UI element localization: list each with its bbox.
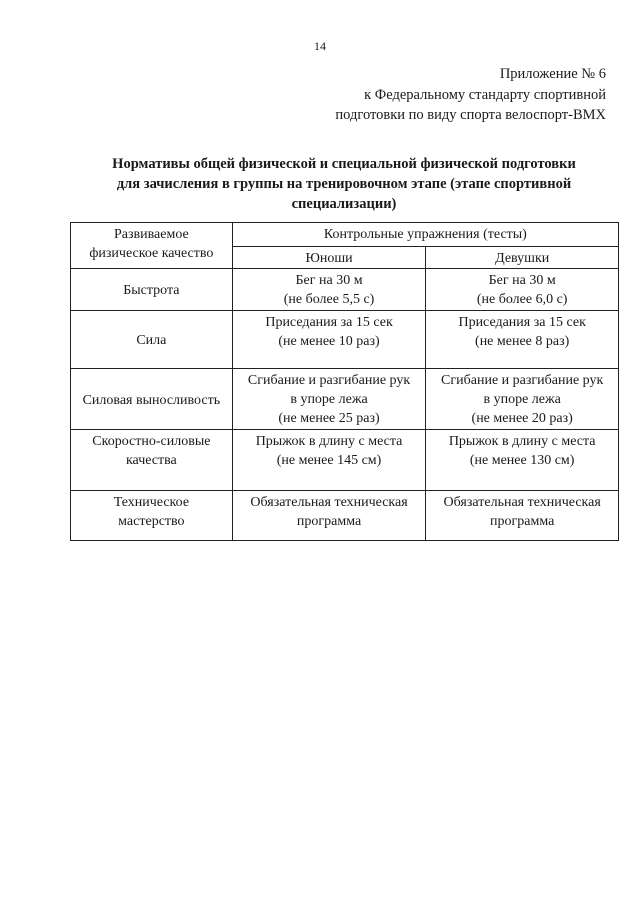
- appendix-sport: подготовки по виду спорта велоспорт-ВМХ: [335, 107, 606, 123]
- row-boys: Приседания за 15 сек (не менее 10 раз): [232, 311, 426, 369]
- document-title: Нормативы общей физической и специальной физической подготовки для зачисления в группы на тренировочном этапе (этапе спортивной специализации): [112, 156, 576, 212]
- row-girls: Обязательная техническая программа: [426, 491, 619, 541]
- row-girls: Приседания за 15 сек (не менее 8 раз): [426, 311, 619, 369]
- row-girls: Бег на 30 м (не более 6,0 с): [426, 269, 619, 311]
- table-row: [71, 369, 619, 430]
- row-boys: Прыжок в длину с места (не менее 145 см): [232, 430, 426, 491]
- table-row: [71, 311, 619, 369]
- header-quality: Развиваемое физическое качество: [71, 223, 233, 269]
- row-girls: Сгибание и разгибание рук в упоре лежа (не менее 20 раз): [426, 369, 619, 430]
- table-row: [71, 491, 619, 541]
- page-number: 14: [314, 39, 326, 53]
- row-boys: Бег на 30 м (не более 5,5 с): [232, 269, 426, 311]
- table-row: [71, 269, 619, 311]
- header-girls: Девушки: [426, 247, 619, 269]
- row-boys: Сгибание и разгибание рук в упоре лежа (не менее 25 раз): [232, 369, 426, 430]
- row-quality: Сила: [71, 311, 233, 369]
- row-girls: Прыжок в длину с места (не менее 130 см): [426, 430, 619, 491]
- header-boys: Юноши: [232, 247, 426, 269]
- norms-table: [70, 222, 619, 541]
- row-quality: Быстрота: [71, 269, 233, 311]
- appendix-header: [335, 64, 606, 126]
- table-header-row: [71, 223, 619, 247]
- table-row: [71, 430, 619, 491]
- row-quality: Силовая выносливость: [71, 369, 233, 430]
- row-quality: Скоростно-силовые качества: [71, 430, 233, 491]
- row-boys: Обязательная техническая программа: [232, 491, 426, 541]
- appendix-standard: к Федеральному стандарту спортивной: [364, 86, 606, 103]
- appendix-number: Приложение № 6: [499, 66, 606, 82]
- row-quality: Техническое мастерство: [71, 491, 233, 541]
- header-tests: Контрольные упражнения (тесты): [232, 223, 618, 247]
